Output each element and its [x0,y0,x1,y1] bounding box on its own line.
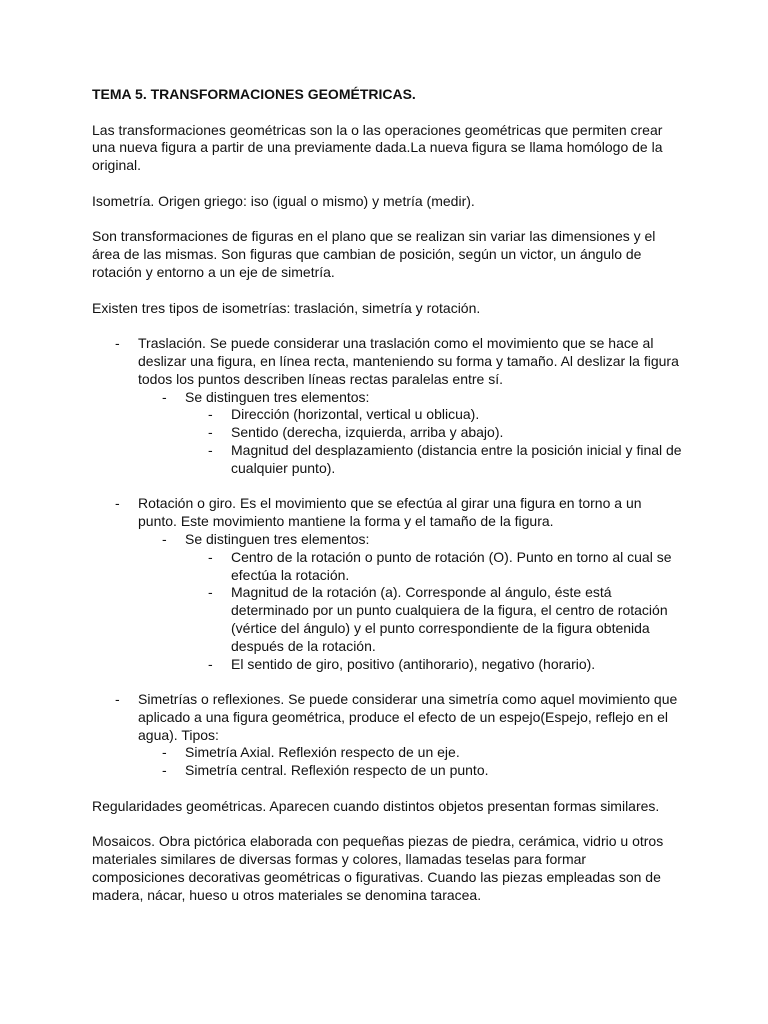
paragraph-isometria: Isometría. Origen griego: iso (igual o mismo) y metría (medir). [92,192,475,209]
list-item-sub [92,531,682,549]
bullet-dash: - [162,530,167,547]
list-item [92,762,682,780]
list-item-text: Rotación o giro. Es el movimiento que se efectúa al girar una figura en torno a un punto. Este movimiento mantiene la forma y el tamaño de la figura. [138,495,642,530]
list-item-traslacion [92,335,682,388]
paragraph-regularidades: Regularidades geométricas. Aparecen cuando distintos objetos presentan formas similares. [92,797,660,814]
bullet-dash: - [115,335,120,352]
paragraph-intro: Las transformaciones geométricas son la o las operaciones geométricas que permiten crear una nueva figura a partir de una previamente dada.La nueva figura se llama homólogo de la original. [92,121,663,174]
bullet-dash: - [208,548,213,565]
list-item-text: Dirección (horizontal, vertical u oblicua). [231,406,480,423]
list-item [92,744,682,762]
paragraph-mosaicos: Mosaicos. Obra pictórica elaborada con pequeñas piezas de piedra, cerámica, vidrio u otros materiales similares de diversas formas y colores, llamadas teselas para formar composiciones decorativas geométricas o figurativas. Cuando las piezas empleadas son de madera, nácar, hueso u otros materiales se denomina taracea. [92,833,664,903]
list-item-text: Traslación. Se puede considerar una traslación como el movimiento que se hace al deslizar una figura, en línea recta, manteniendo su forma y tamaño. Al deslizar la figura todos los puntos describen líneas rectas paralelas entre sí. [138,335,679,387]
bullet-dash: - [115,691,120,708]
list-item-text: Simetría Axial. Reflexión respecto de un eje. [185,744,460,761]
list-item-simetrias [92,691,682,744]
list-traslacion [92,335,682,477]
list-item [92,656,682,674]
list-item [92,442,682,478]
list-item-text: Magnitud del desplazamiento (distancia entre la posición inicial y final de cualquier punto). [231,441,682,476]
bullet-dash: - [162,744,167,761]
list-item-text: Sentido (derecha, izquierda, arriba y abajo). [231,424,504,441]
document-title: TEMA 5. TRANSFORMACIONES GEOMÉTRICAS. [92,86,416,102]
list-item-rotacion [92,495,682,531]
bullet-dash: - [162,388,167,405]
list-item-text: Simetrías o reflexiones. Se puede considerar una simetría como aquel movimiento que aplicado a una figura geométrica, produce el efecto de un espejo(Espejo, reflejo en el agua). Tipos: [138,691,678,743]
list-simetrias [92,691,682,780]
bullet-dash: - [115,495,120,512]
list-item [92,584,682,655]
bullet-dash: - [208,655,213,672]
paragraph-definicion: Son transformaciones de figuras en el plano que se realizan sin variar las dimensiones y el área de las mismas. Son figuras que cambian de posición, según un victor, un ángulo de rotación y entorno a un eje de simetría. [92,228,656,280]
list-item [92,549,682,585]
list-item [92,406,682,424]
bullet-dash: - [208,441,213,458]
paragraph-tipos: Existen tres tipos de isometrías: traslación, simetría y rotación. [92,299,481,316]
bullet-dash: - [208,406,213,423]
list-item-text: Se distinguen tres elementos: [185,530,370,547]
list-item-text: El sentido de giro, positivo (antihorario), negativo (horario). [231,655,596,672]
list-rotacion [92,495,682,673]
list-item-text: Simetría central. Reflexión respecto de un punto. [185,762,489,779]
list-item-text: Magnitud de la rotación (a). Corresponde al ángulo, éste está determinado por un punto cualquiera de la figura, el centro de rotación (vértice del ángulo) y el punto correspondiente de la figura obtenida después de la rotación. [231,584,668,654]
list-item [92,424,682,442]
list-item-text: Centro de la rotación o punto de rotación (O). Punto en torno al cual se efectúa la rotación. [231,548,672,583]
bullet-dash: - [208,424,213,441]
bullet-dash: - [208,584,213,601]
list-item-text: Se distinguen tres elementos: [185,388,370,405]
list-item-sub [92,389,682,407]
document-page [92,86,682,905]
bullet-dash: - [162,762,167,779]
